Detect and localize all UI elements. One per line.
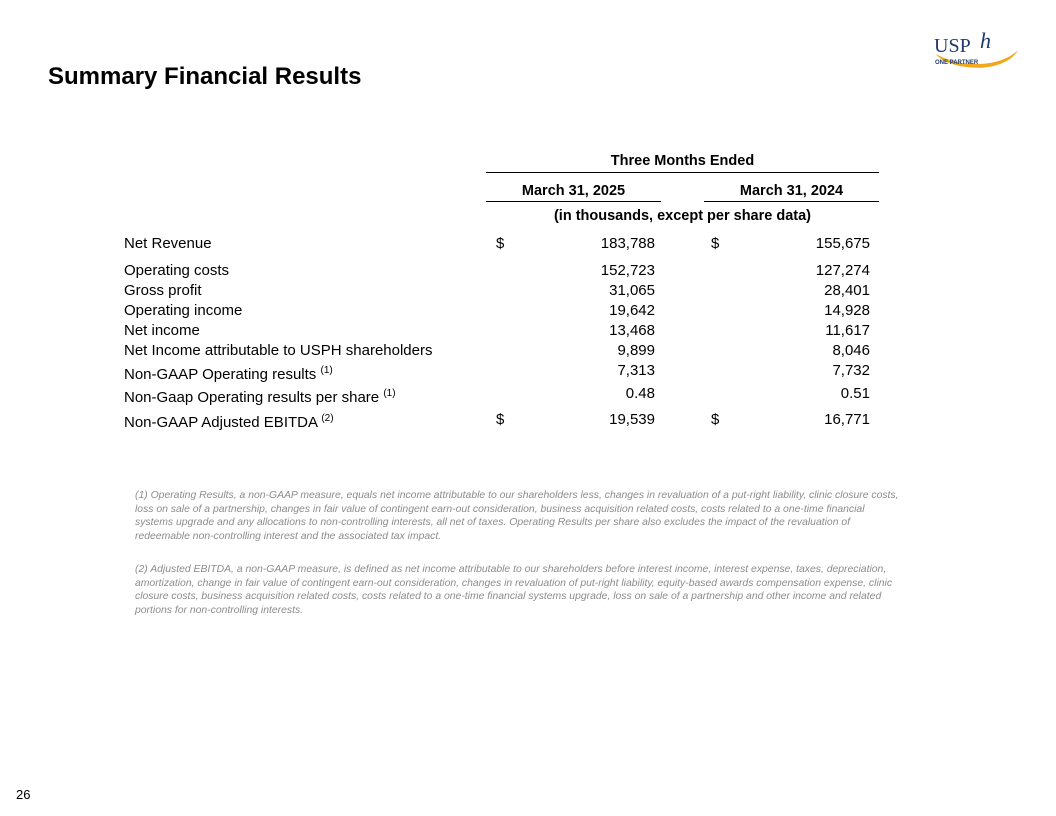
value-2025: 152,723 xyxy=(600,262,655,279)
value-2024: 7,732 xyxy=(832,362,870,379)
col1-header-rule xyxy=(486,201,661,202)
currency-symbol: $ xyxy=(711,235,720,252)
row-label: Gross profit xyxy=(124,282,202,299)
value-2024: 28,401 xyxy=(824,282,870,299)
svg-text:h: h xyxy=(980,28,991,53)
col1-header: March 31, 2025 xyxy=(521,183,626,199)
row-label: Net income xyxy=(124,322,200,339)
currency-symbol: $ xyxy=(711,411,720,428)
footnote-ref: (1) xyxy=(383,388,396,399)
currency-symbol: $ xyxy=(496,235,505,252)
row-label: Operating income xyxy=(124,302,243,319)
value-2025: 7,313 xyxy=(617,362,655,379)
svg-text:ONE PARTNER: ONE PARTNER xyxy=(935,60,979,66)
value-2024: 14,928 xyxy=(824,302,870,319)
value-2025: 19,539 xyxy=(609,411,655,428)
footnote-1: (1) Operating Results, a non-GAAP measure, equals net income attributable to our shareholders less, changes in revaluation of a put-right liability, clinic closure costs, loss on sale of a partnership, changes in fair value of contingent earn-out consideration, business acquisition related costs, costs related to a one-time financial systems upgrade and any allocations to non-controlling interests, all net of taxes. Operating Results per share also excludes the impact of the revaluation of redeemable non-controlling interest and the associated tax impact. xyxy=(135,490,899,542)
value-2025: 31,065 xyxy=(609,282,655,299)
footnote-ref: (1) xyxy=(320,365,333,376)
group-header: Three Months Ended xyxy=(610,153,755,169)
row-label-text: Non-Gaap Operating results per share xyxy=(124,389,380,406)
value-2025: 0.48 xyxy=(625,385,655,402)
row-label xyxy=(124,388,396,406)
page-number: 26 xyxy=(16,787,31,802)
footnote-2: (2) Adjusted EBITDA, a non-GAAP measure, is defined as net income attributable to our shareholders before interest income, interest expense, taxes, depreciation, amortization, change in fair value of contingent earn-out consideration, changes in revaluation of put-right liability, equity-based awards compensation expense, clinic closure costs, business acquisition related costs, costs related to a one-time financial systems upgrade, loss on sale of a partnership and other income and related portions for non-controlling interests. xyxy=(135,564,893,616)
col2-header-rule xyxy=(704,201,879,202)
footnote-ref: (2) xyxy=(321,413,334,424)
value-2024: 11,617 xyxy=(825,322,870,339)
row-label xyxy=(124,413,334,431)
value-2025: 183,788 xyxy=(600,235,655,252)
row-label: Net Income attributable to USPH shareholders xyxy=(124,342,433,359)
row-label-text: Non-GAAP Operating results xyxy=(124,366,317,383)
group-header-rule xyxy=(486,172,879,173)
page-title: Summary Financial Results xyxy=(48,63,362,90)
value-2025: 19,642 xyxy=(609,302,655,319)
value-2024: 8,046 xyxy=(832,342,870,359)
value-2024: 16,771 xyxy=(824,411,870,428)
col2-header: March 31, 2024 xyxy=(739,183,844,199)
currency-symbol: $ xyxy=(496,411,505,428)
value-2024: 0.51 xyxy=(840,385,870,402)
svg-text:USP: USP xyxy=(934,35,971,57)
units-note: (in thousands, except per share data) xyxy=(553,208,812,224)
value-2024: 127,274 xyxy=(815,262,870,279)
value-2025: 13,468 xyxy=(609,322,655,339)
row-label: Net Revenue xyxy=(124,235,212,252)
value-2025: 9,899 xyxy=(617,342,655,359)
row-label-text: Non-GAAP Adjusted EBITDA xyxy=(124,414,318,431)
row-label xyxy=(124,365,333,383)
row-label: Operating costs xyxy=(124,262,230,279)
value-2024: 155,675 xyxy=(815,235,870,252)
